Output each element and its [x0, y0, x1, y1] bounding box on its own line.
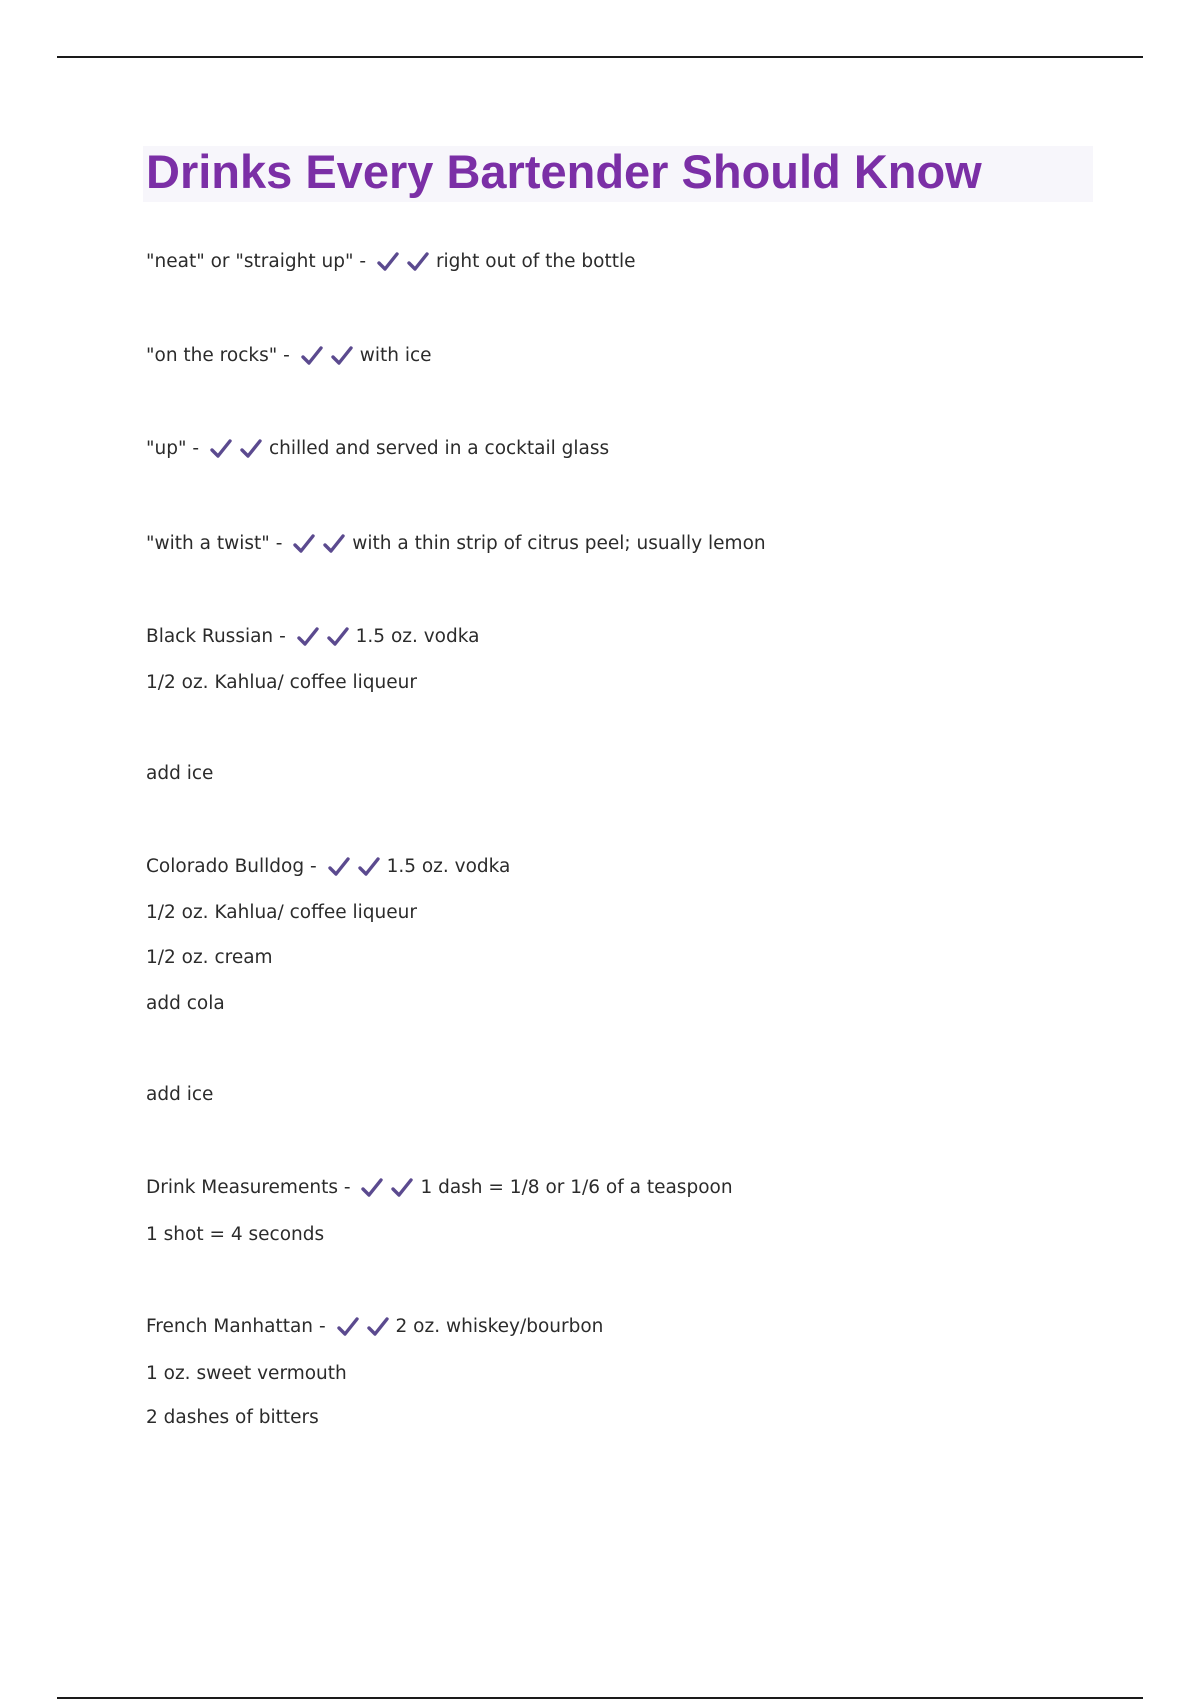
check-icon [360, 1176, 384, 1200]
bottom-rule [57, 1697, 1143, 1699]
entry-separator: - [275, 533, 283, 554]
check-icon [376, 250, 400, 274]
check-icon [406, 250, 430, 274]
top-rule [57, 56, 1143, 58]
entry-definition: right out of the bottle [435, 251, 636, 272]
entry-drink-measurements [146, 1176, 733, 1200]
entry-french-manhattan [146, 1315, 603, 1339]
entry-separator: - [192, 438, 200, 459]
entry-term: Black Russian [146, 626, 274, 647]
check-icon [336, 1315, 360, 1339]
entry-definition: 1.5 oz. vodka [386, 856, 511, 877]
check-icon [366, 1315, 390, 1339]
entry-definition: chilled and served in a cocktail glass [268, 438, 610, 459]
check-icon [296, 625, 320, 649]
check-icon [292, 532, 316, 556]
check-icon [239, 437, 263, 461]
check-icon [330, 344, 354, 368]
entry-definition: with a thin strip of citrus peel; usually lemon [352, 533, 766, 554]
check-icon [322, 532, 346, 556]
entry-colorado-bulldog [146, 855, 510, 879]
entry-term: "with a twist" [146, 533, 270, 554]
continuation-line: 1 oz. sweet vermouth [146, 1363, 347, 1384]
entry-separator: - [343, 1177, 351, 1198]
entry-definition: 1.5 oz. vodka [355, 626, 480, 647]
check-icon [300, 344, 324, 368]
check-icon [209, 437, 233, 461]
entry-on-the-rocks [146, 344, 432, 368]
entry-definition: 2 oz. whiskey/bourbon [395, 1316, 604, 1337]
entry-term: Drink Measurements [146, 1177, 338, 1198]
entry-term: Colorado Bulldog [146, 856, 305, 877]
entry-up [146, 437, 609, 461]
entry-term: "up" [146, 438, 187, 459]
continuation-line: 1/2 oz. Kahlua/ coffee liqueur [146, 672, 417, 693]
continuation-line: add ice [146, 1084, 214, 1105]
entry-definition: with ice [359, 345, 432, 366]
check-icon [390, 1176, 414, 1200]
entry-term: French Manhattan [146, 1316, 314, 1337]
continuation-line: 1/2 oz. Kahlua/ coffee liqueur [146, 902, 417, 923]
entry-neat [146, 250, 636, 274]
continuation-line: 1 shot = 4 seconds [146, 1224, 325, 1245]
entry-term: "neat" or "straight up" [146, 251, 354, 272]
entry-separator: - [359, 251, 367, 272]
check-icon [326, 625, 350, 649]
continuation-line: 2 dashes of bitters [146, 1407, 319, 1428]
check-icon [327, 855, 351, 879]
entry-definition: 1 dash = 1/8 or 1/6 of a teaspoon [420, 1177, 733, 1198]
entry-separator: - [283, 345, 290, 366]
check-icon [357, 855, 381, 879]
continuation-line: add ice [146, 763, 214, 784]
entry-with-a-twist [146, 532, 766, 556]
continuation-line: 1/2 oz. cream [146, 947, 273, 968]
entry-term: "on the rocks" [146, 345, 278, 366]
entry-separator: - [279, 626, 286, 647]
page-title: Drinks Every Bartender Should Know [146, 145, 982, 198]
entry-black-russian [146, 625, 479, 649]
continuation-line: add cola [146, 993, 225, 1014]
entry-separator: - [309, 856, 317, 877]
entry-separator: - [318, 1316, 326, 1337]
